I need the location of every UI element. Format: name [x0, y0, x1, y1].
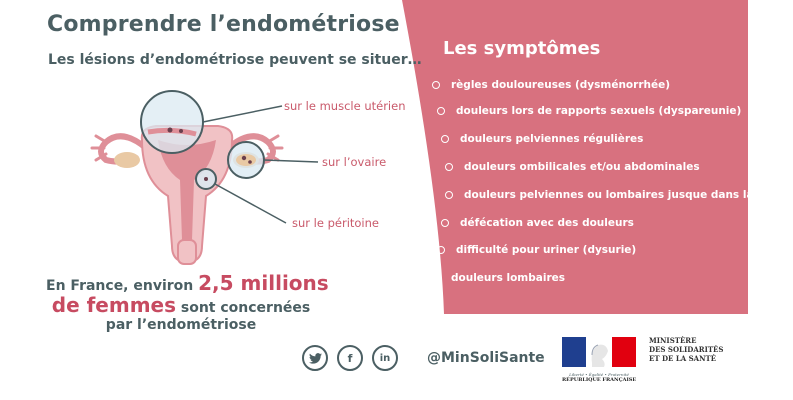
ministry-line: ET DE LA SANTÉ [649, 354, 717, 363]
symptom-item [432, 79, 670, 91]
motto-text: Liberté • Égalité • Fraternité [569, 372, 629, 377]
callout-ovaire: sur l’ovaire [322, 155, 387, 169]
symptom-item [437, 105, 741, 117]
stat-suffix: sont concernées [180, 300, 311, 316]
stat-line-3: par l’endométriose [105, 317, 257, 333]
symptom-text: douleurs lombaires [451, 272, 565, 284]
stat-number: 2,5 millions [198, 271, 329, 295]
social-handle[interactable]: @MinSoliSante [427, 350, 545, 366]
symptom-item [441, 133, 643, 145]
symptom-text: douleurs lors de rapports sexuels (dyspareunie) [456, 105, 742, 117]
symptom-text: défécation avec des douleurs [460, 217, 634, 229]
symptom-text: douleurs ombilicales et/ou abdominales [464, 161, 700, 173]
marianne-flag-icon [562, 337, 636, 367]
page-subtitle: Les lésions d’endométriose peuvent se situer… [48, 52, 422, 68]
ministry-name [649, 336, 723, 363]
statistic-block [46, 271, 329, 333]
symptom-text: douleurs pelviennes régulières [460, 133, 644, 145]
symptom-item [437, 244, 636, 256]
linkedin-icon[interactable]: in [372, 345, 398, 371]
symptom-item [441, 217, 634, 229]
symptom-text: règles douloureuses (dysménorrhée) [451, 79, 671, 91]
stat-line-2 [46, 293, 316, 317]
stat-prefix: En France, environ [46, 278, 194, 294]
stat-line-1 [46, 271, 329, 295]
callout-peritoine: sur le péritoine [292, 216, 379, 230]
callout-muscle-uterin: sur le muscle utérien [284, 99, 406, 113]
symptom-item [445, 189, 793, 201]
bullet-icon [445, 163, 453, 171]
symptom-item [432, 272, 565, 284]
stat-women: de femmes [51, 293, 177, 317]
symptoms-title: Les symptômes [443, 38, 601, 59]
bullet-icon [445, 191, 453, 199]
ministry-line: MINISTÈRE [649, 336, 697, 345]
twitter-icon[interactable] [302, 345, 328, 371]
bullet-icon [441, 219, 449, 227]
social-links [302, 345, 398, 371]
symptom-text: difficulté pour uriner (dysurie) [456, 244, 637, 256]
symptom-text: douleurs pelviennes ou lombaires jusque dans la jambe [464, 189, 793, 201]
republic-name: RÉPUBLIQUE FRANÇAISE [562, 377, 637, 383]
symptom-item [445, 161, 700, 173]
facebook-icon[interactable]: f [337, 345, 363, 371]
bullet-icon [432, 81, 440, 89]
bullet-icon [432, 274, 440, 282]
bullet-icon [437, 246, 445, 254]
bullet-icon [441, 135, 449, 143]
republique-francaise-logo [562, 337, 636, 383]
bullet-icon [437, 107, 445, 115]
ministry-line: DES SOLIDARITÉS [649, 345, 724, 354]
page-title: Comprendre l’endométriose [47, 12, 400, 37]
